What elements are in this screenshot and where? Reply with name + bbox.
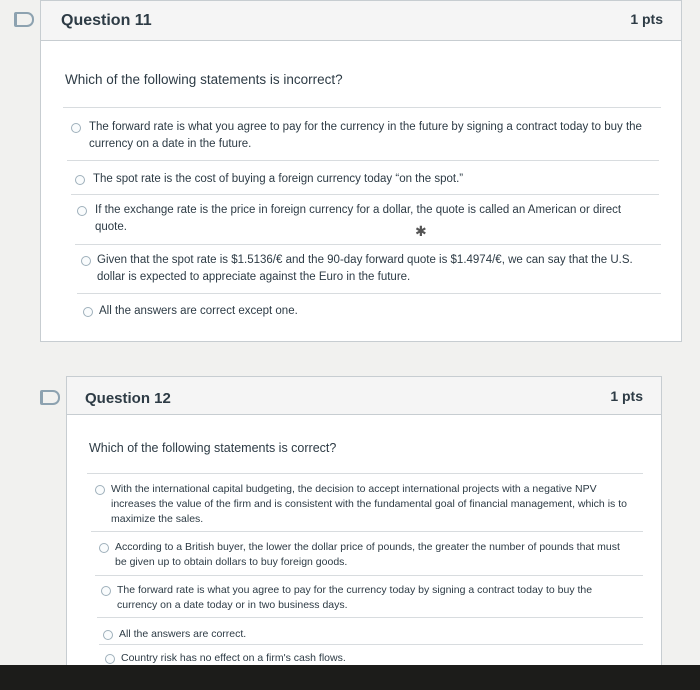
question-12-title: Question 12	[85, 390, 171, 407]
divider	[63, 107, 661, 108]
divider	[77, 293, 661, 294]
q11-radio-1[interactable]	[71, 123, 81, 133]
question-12-prompt: Which of the following statements is correct?	[89, 441, 337, 455]
question-11-points: 1 pts	[630, 11, 663, 27]
question-11-card	[40, 0, 682, 342]
q11-answer-1-text: The forward rate is what you agree to pay for the currency in the future by signing a contract today to buy the currency on a date in the future.	[89, 121, 642, 150]
divider	[75, 244, 661, 245]
question-11-prompt: Which of the following statements is incorrect?	[65, 72, 343, 87]
q11-answer-5-text: All the answers are correct except one.	[99, 305, 298, 317]
q12-radio-4[interactable]	[103, 630, 113, 640]
divider	[87, 473, 643, 474]
q12-radio-5[interactable]	[105, 654, 115, 664]
q12-answer-2-text: According to a British buyer, the lower the dollar price of pounds, the greater the number of pounds that must be given up to obtain dollars to buy foreign goods.	[115, 541, 620, 568]
q12-answer-5-text: Country risk has no effect on a firm's cash flows.	[121, 652, 346, 664]
q11-answer-3-text: If the exchange rate is the price in foreign currency for a dollar, the quote is called an American or direct quote.	[95, 204, 622, 233]
q11-radio-2[interactable]	[75, 175, 85, 185]
q12-answer-1[interactable]	[95, 482, 635, 527]
q11-answer-5[interactable]	[83, 303, 643, 320]
question-11-header	[41, 1, 681, 41]
question-12-points: 1 pts	[610, 388, 643, 404]
q12-answer-1-text: With the international capital budgeting, the decision to accept international projects with a negative NPV increases the value of the firm and is consistent with the fundamental goal of financial management, which is to maximize the sales.	[111, 483, 627, 525]
divider	[95, 575, 643, 576]
q12-answer-3[interactable]	[101, 583, 621, 613]
q11-answer-1[interactable]	[71, 119, 651, 153]
question-11-title: Question 11	[61, 12, 152, 29]
question-12-header	[67, 377, 661, 415]
q12-answer-4[interactable]	[103, 627, 623, 642]
q12-answer-2[interactable]	[99, 540, 629, 570]
q12-radio-1[interactable]	[95, 485, 105, 495]
q11-radio-4[interactable]	[81, 256, 91, 266]
q11-radio-3[interactable]	[77, 206, 87, 216]
divider	[67, 160, 659, 161]
q11-answer-2[interactable]	[75, 171, 651, 188]
q12-answer-4-text: All the answers are correct.	[119, 628, 247, 640]
q11-radio-5[interactable]	[83, 307, 93, 317]
q12-answer-3-text: The forward rate is what you agree to pay for the currency today by signing a contract today to buy the currency on a date today or in two business days.	[117, 584, 593, 611]
question-12-card	[66, 376, 662, 666]
mouse-cursor-icon: ✱	[415, 223, 427, 239]
q12-radio-3[interactable]	[101, 586, 111, 596]
q11-answer-2-text: The spot rate is the cost of buying a foreign currency today “on the spot.”	[93, 173, 464, 185]
screen-bottom-edge	[0, 665, 700, 690]
divider	[99, 644, 643, 645]
q11-answer-4[interactable]	[81, 252, 647, 286]
divider	[97, 617, 643, 618]
divider	[71, 194, 659, 195]
flag-question-11-icon[interactable]	[14, 12, 34, 27]
divider	[91, 531, 643, 532]
q12-answer-5[interactable]	[105, 651, 625, 666]
flag-question-12-icon[interactable]	[40, 390, 60, 405]
q11-answer-3[interactable]	[77, 202, 637, 236]
q12-radio-2[interactable]	[99, 543, 109, 553]
q11-answer-4-text: Given that the spot rate is $1.5136/€ and the 90-day forward quote is $1.4974/€, we can say that the U.S. dollar is expected to appreciate against the Euro in the future.	[97, 254, 633, 283]
